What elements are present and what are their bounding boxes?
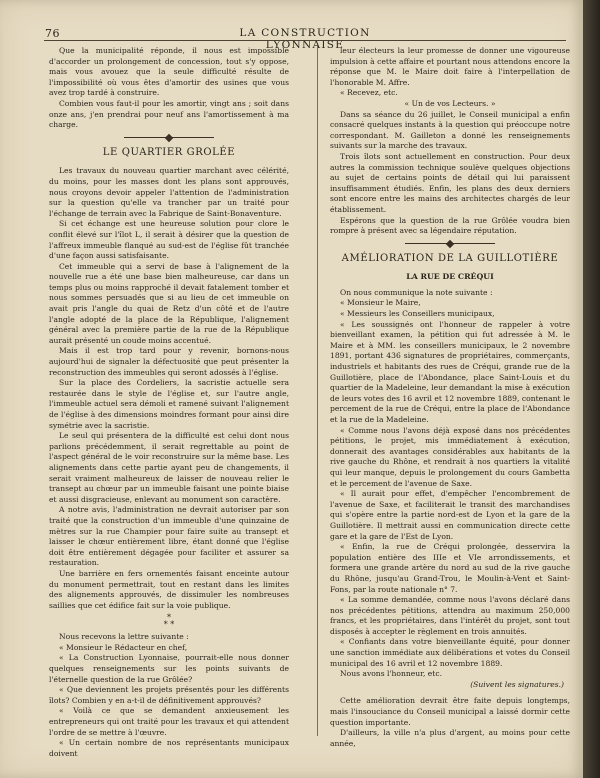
paragraph: Une barrière en fers ornementés faisant enceinte autour du monument permettrait, tout en restant dans les limites des alignements approuvés, de dissimuler les nombreuses saillies que cet édifice fait sur la voie publique.	[49, 568, 289, 610]
paragraph: A notre avis, l'administration ne devrait autoriser par son traité que la construction d'un immeuble d'une quinzaine de mètres sur la rue Champier pour faire suite au transept et laisser le chœur entièrement libre, étant donné que l'église doit être entièrement dégagée pour faciliter et assurer sa restauration.	[49, 505, 289, 568]
paragraph: « Il aurait pour effet, d'empêcher l'encombrement de l'avenue de Saxe, et faciliterait le transit des marchandises qui s'opère entre la partie nord-est de Lyon et la gare de la Guillotière. Il mettrait aussi en communication directe cette gare et la gare de l'Est de Lyon.	[330, 489, 570, 541]
paragraph: leur électeurs la leur promesse de donner une vigoureuse impulsion à cette affaire et pourtant nous attendons encore la réponse que M. le Maire doit faire à l'interpellation de l'honorable M. Affre.	[330, 46, 570, 87]
paragraph: Les travaux du nouveau quartier marchant avec célérité, du moins, pour les masses dont les plans sont approuvés, nous croyons devoir appeler l'attention de l'administration sur la question qu'elle va trancher par un traité pour l'échange de terrain avec la Fabrique de Saint-Bonaventure.	[49, 166, 289, 218]
letter-signature: « Un de vos Lecteurs. »	[404, 98, 496, 108]
paragraph: Si cet échange est une heureuse solution pour clore le conflit élevé sur l'îlot L, il serait à désirer que la question de l'affreux immeuble flanqué au sud-est de l'église fût tranchée d'une façon aussi satisfaisante.	[49, 219, 289, 261]
asterism: * * *	[163, 613, 175, 630]
section-separator	[405, 243, 495, 244]
paragraph: « Enfin, la rue de Créqui prolongée, desservira la population entière des IIIe et VIe arrondissements, et formera une grande artère du nord au sud de la rive gauche du Rhône, jusqu'au Grand-Trou, le Moulin-à-Vent et Saint-Fons, par la route nationale n° 7.	[330, 542, 570, 594]
paragraph: « Voilà ce que se demandent anxieusement les entrepreneurs qui ont traité pour les travaux et qui attendent l'ordre de se mettre à l'œuvre.	[49, 706, 289, 737]
left-column	[49, 46, 289, 759]
header-rule	[44, 40, 566, 41]
paragraph: Le seul qui présentera de la difficulté est celui dont nous parlions précédemment, il serait regrettable au point de l'aspect général de le voir reconstruire sur la même base. Les alignements dans cette partie ayant peu de changements, il serait vraiment malheureux de laisser de nouveau relier le transept au chœur par un immeuble faisant une pointe biaise et aussi disgracieuse, enlevant au monument son caractère.	[49, 431, 289, 504]
paragraph: « Recevez, etc.	[340, 88, 398, 98]
section-separator	[124, 137, 214, 138]
paragraph: Dans sa séance du 26 juillet, le Conseil municipal a enfin consacré quelques instants à la question qui préoccupe notre correspondant. M. Gailleton a donné les renseignements suivants sur la marche des travaux.	[330, 109, 570, 151]
signatures-note: (Suivent les signatures.)	[470, 679, 564, 689]
paragraph: Trois îlots sont actuellement en construction. Pour deux autres la commission technique soulève quelques objections au sujet de certains points de détail qui lui paraissent insuffisamment étudiés. Enfin, les plans des deux derniers sont encore entre les mains des architectes chargés de leur établissement.	[330, 151, 570, 214]
section-heading: LE QUARTIER GROLÉE	[102, 146, 236, 158]
paragraph: « Les soussignés ont l'honneur de rappeler à votre bienveillant examen, la pétition qui fut adressée à M. le Maire et à MM. les conseillers municipaux, le 2 novembre 1891, portant 436 signatures de propriétaires, commerçants, industriels et habitants des rues de Créqui, grande rue de la Guillotière, place de l'Abondance, place Saint-Louis et du quartier de la Madeleine, leur demandant la mise à exécution de leurs votes des 16 avril et 12 novembre 1889, contenant le percement de la rue de Créqui, entre la place de l'Abondance et la rue de la Madeleine.	[330, 319, 570, 424]
paragraph: « Monsieur le Maire,	[340, 298, 421, 308]
paragraph: « Comme nous l'avons déjà exposé dans nos précédentes pétitions, le projet, mis immédiatement à exécution, donnerait des avantages considérables aux habitants de la rive gauche du Rhône, et rendrait à nos quartiers la vitalité qui leur manque, depuis le prolongement du cours Gambetta et le percement de l'avenue de Saxe.	[330, 425, 570, 488]
paragraph: « La somme demandée, comme nous l'avons déclaré dans nos précédentes pétitions, attendra au maximum 250,000 francs, et les propriétaires, dans l'intérêt du projet, sont tout disposés à accepter le règlement en trois annuités.	[330, 595, 570, 636]
paragraph: On nous communique la note suivante :	[340, 287, 493, 297]
column-divider	[317, 46, 318, 736]
paragraph: Espérons que la question de la rue Grôlée voudra bien rompre à présent avec sa légendaire réputation.	[330, 215, 570, 236]
paragraph: Sur la place des Cordeliers, la sacristie actuelle sera restaurée dans le style de l'église et, sur l'autre angle, l'immeuble actuel sera démoli et ramené suivant l'alignement de l'église à des dimensions moindres formant pour ainsi dire symétrie avec la sacristie.	[49, 378, 289, 430]
book-binding-edge	[583, 0, 600, 778]
paragraph: Cet immeuble qui a servi de base à l'alignement de la nouvelle rue a été une base bien malheureuse, car dans un temps plus ou moins rapproché il devait fatalement tomber et nous sommes persuadés que si au lieu de cet immeuble on avait pris l'angle du quai de Retz d'un côté et de l'autre l'angle adopté de la place de la République, l'alignement général avec la première partie de la rue de la République aurait présenté un coude moins accentué.	[49, 261, 289, 345]
paragraph: « Que deviennent les projets présentés pour les différents îlots? Combien y en a-t-il de définitivement approuvés?	[49, 685, 289, 705]
paragraph: « La Construction Lyonnaise, pourrait-elle nous donner quelques renseignements sur les points suivants de l'éternelle question de la rue Grôlée?	[49, 653, 289, 684]
paragraph: Nous avons l'honneur, etc.	[340, 669, 442, 679]
paragraph: « Confiants dans votre bienveillante équité, pour donner une sanction immédiate aux délibérations et votes du Conseil municipal des 16 avril et 12 novembre 1889.	[330, 637, 570, 668]
section-heading: AMÉLIORATION DE LA GUILLOTIÈRE	[341, 252, 559, 264]
right-column	[330, 46, 570, 749]
paragraph: Nous recevons la lettre suivante :	[59, 632, 189, 642]
section-subheading: LA RUE DE CRÉQUI	[406, 272, 494, 282]
paragraph: Combien vous faut-il pour les amortir, vingt ans ; soit dans onze ans, j'en prendrai pour neuf ans l'amortissement à ma charge.	[49, 98, 289, 130]
paragraph: D'ailleurs, la ville n'a plus d'argent, au moins pour cette année,	[330, 728, 570, 748]
paragraph: Cette amélioration devrait être faite depuis longtemps, mais l'insouciance du Conseil municipal a laissé dormir cette question importante.	[330, 696, 570, 727]
paragraph: « Un certain nombre de nos représentants municipaux doivent	[49, 738, 289, 758]
paragraph: « Monsieur le Rédacteur en chef,	[59, 642, 188, 652]
paragraph: Que la municipalité réponde, il nous est impossible d'accorder un prolongement de concession, tout s'y oppose, mais vous avouez que la seule difficulté résulte de l'impossibilité où vous êtes d'amortir des usines que vous avez trop tardé à construire.	[49, 46, 289, 98]
paragraph: Mais il est trop tard pour y revenir, bornons-nous aujourd'hui de signaler la défectuosité que peut présenter la reconstruction des immeubles qui seront adossés à l'église.	[49, 346, 289, 377]
running-header: LA CONSTRUCTION LYONNAISE	[239, 27, 371, 51]
page-number: 76	[45, 27, 60, 40]
paragraph: « Messieurs les Conseillers municipaux,	[340, 309, 495, 319]
